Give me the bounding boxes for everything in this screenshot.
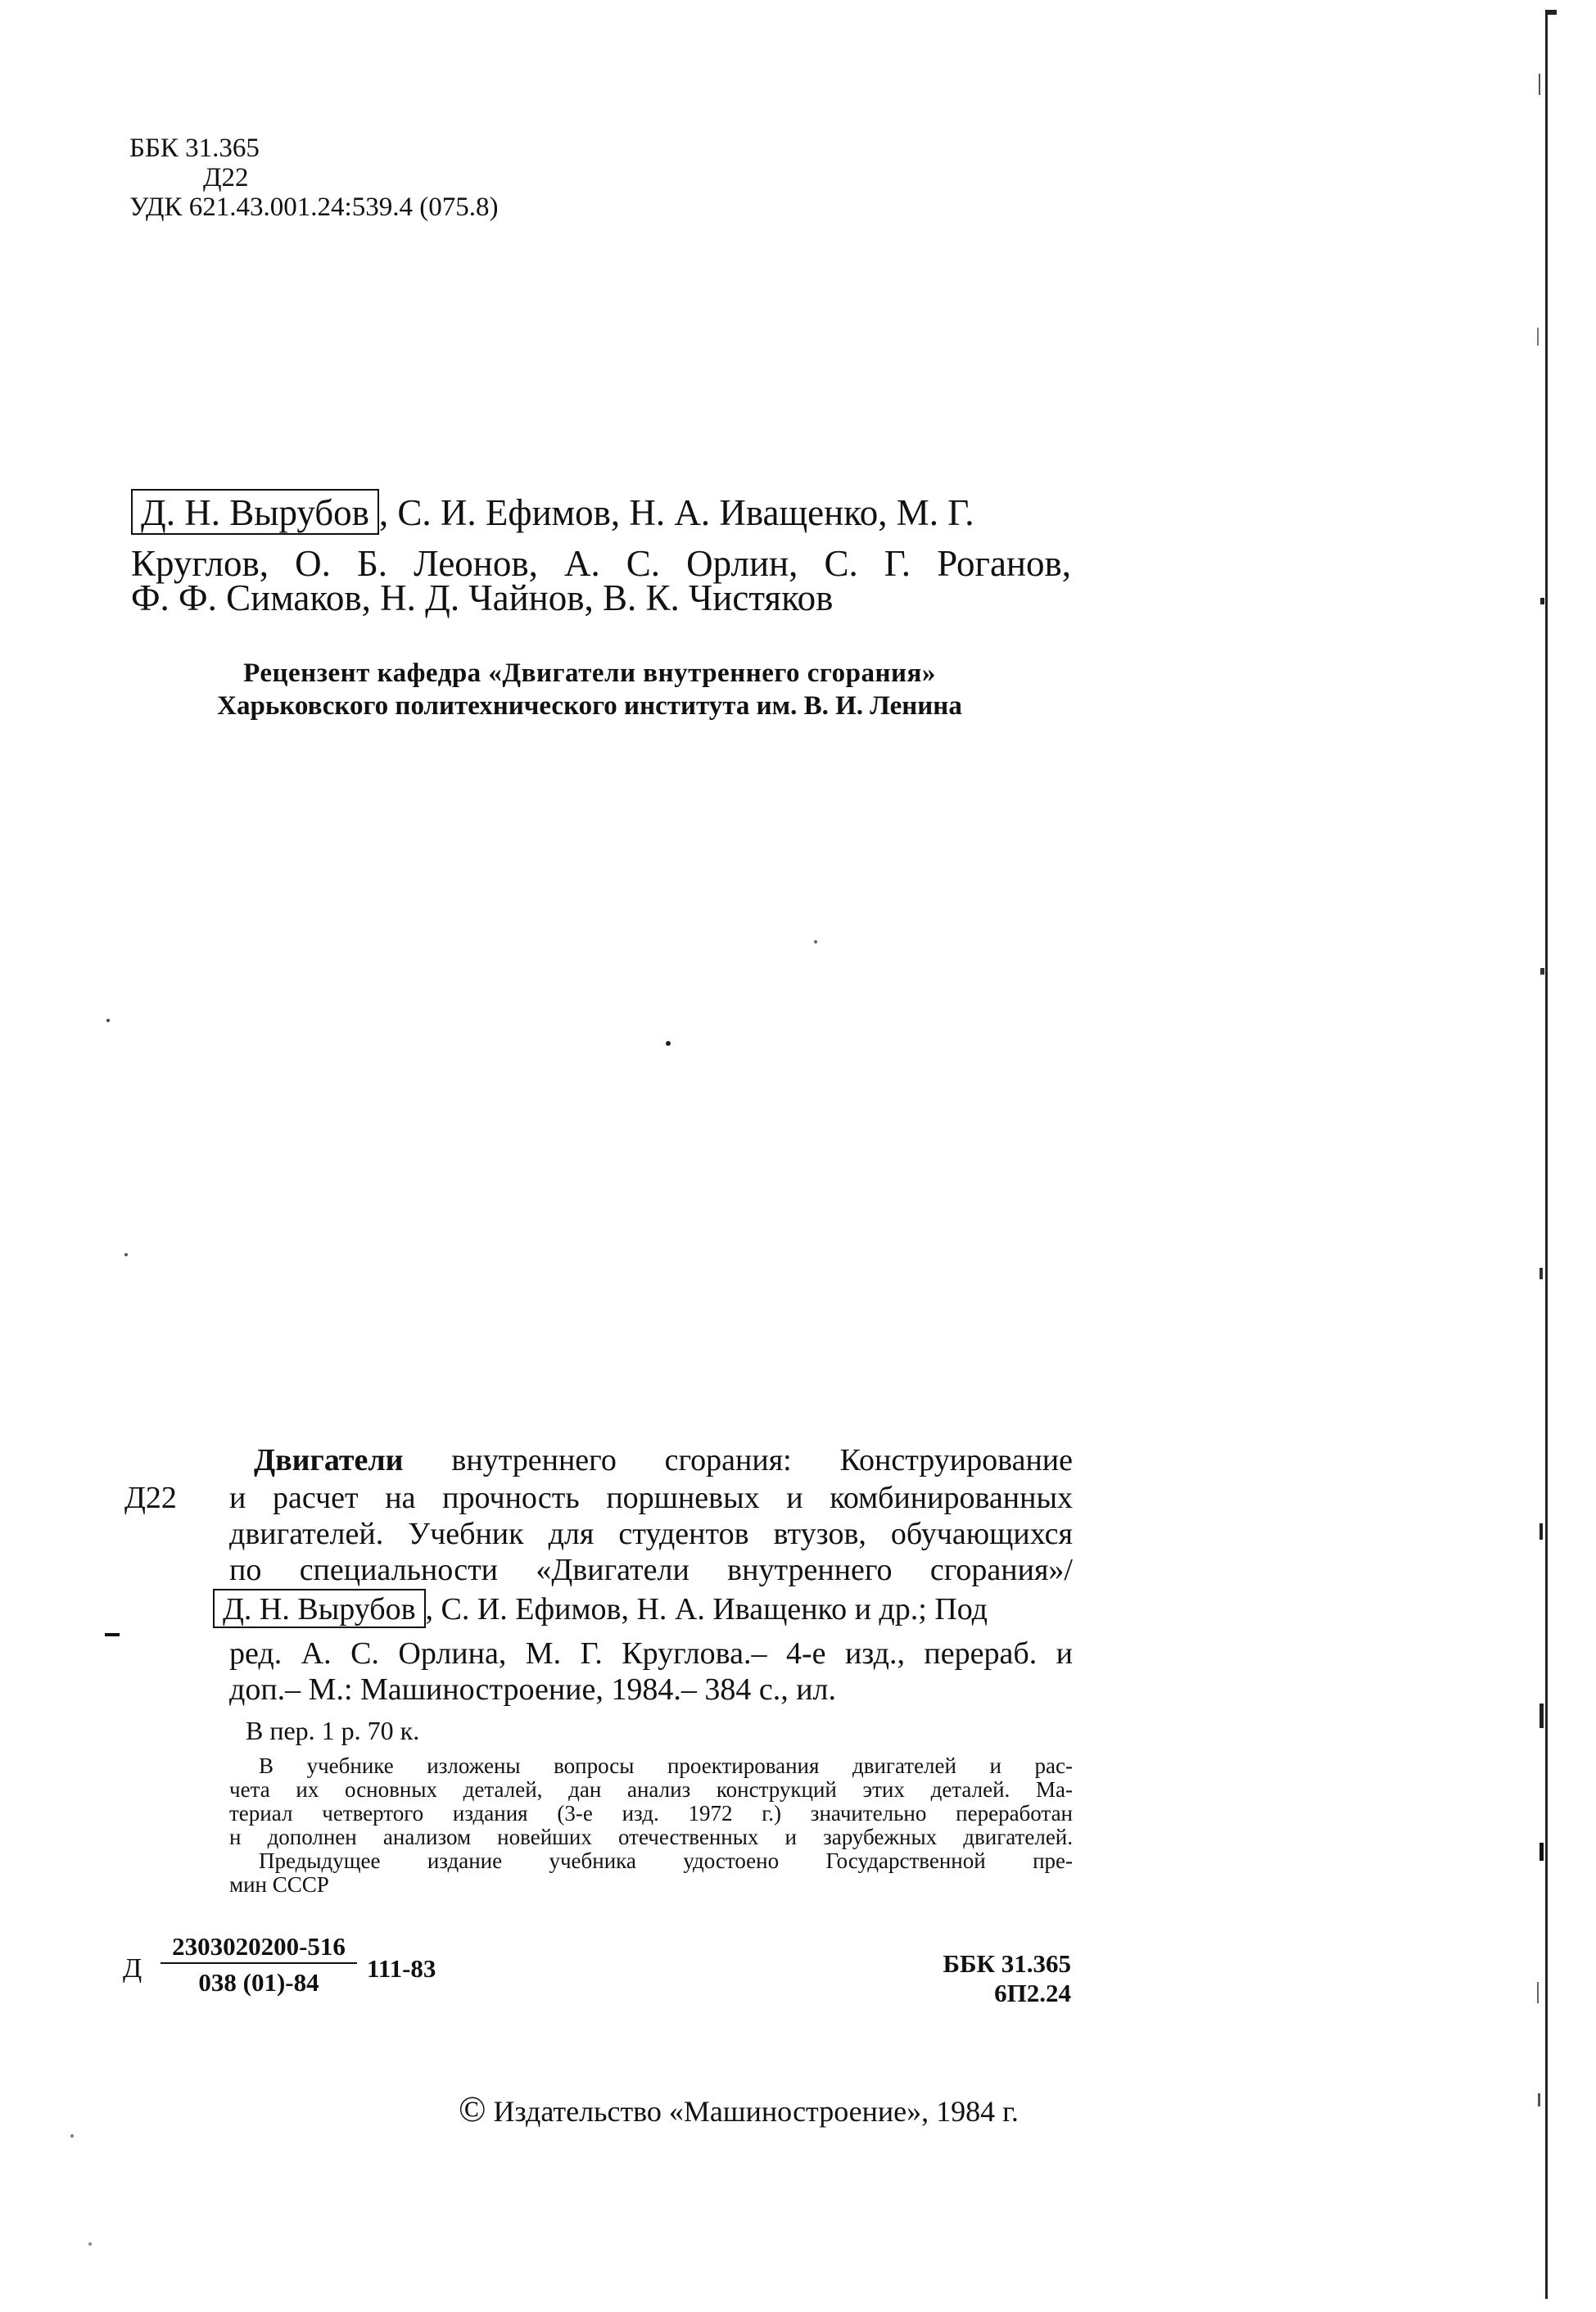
scan-page-edge — [1530, 0, 1596, 2312]
copyright-icon: © — [459, 2089, 486, 2129]
index-denominator: 038 (01)-84 — [198, 1968, 319, 1997]
summary — [229, 1754, 1073, 1897]
annotation-line-5-rest: , С. И. Ефимов, Н. А. Иващенко и др.; Под — [425, 1592, 988, 1627]
index-suffix: 111-83 — [367, 1954, 436, 1983]
annotation-line-3: двигателей. Учебник для студентов втузов, обучающихся — [229, 1517, 1073, 1551]
authors-line-2: Круглов, О. Б. Леонов, А. С. Орлин, С. Г. Роганов, — [131, 543, 1071, 584]
author-mark: Д22 — [203, 163, 249, 192]
index-bbk-code: 6П2.24 — [994, 1979, 1071, 2007]
copyright — [459, 2089, 1019, 2129]
price: В пер. 1 р. 70 к. — [246, 1716, 420, 1745]
summary-line-1: В учебнике изложены вопросы проектирования двигателей и рас- — [259, 1753, 1073, 1778]
reviewer-line-1: Рецензент кафедра «Двигатели внутреннего сгорания» — [243, 658, 936, 688]
annotation-boxed-author: Д. Н. Вырубов — [213, 1589, 426, 1628]
authors-line-1 — [131, 490, 974, 536]
annotation-title: Двигатели — [254, 1443, 404, 1477]
index-bbk: ББК 31.365 — [943, 1949, 1071, 1978]
udk-code: УДК 621.43.001.24:539.4 (075.8) — [129, 192, 499, 222]
bbk-code: ББК 31.365 — [129, 133, 260, 163]
boxed-author: Д. Н. Вырубов — [131, 489, 379, 535]
award-line-1: Предыдущее издание учебника удостоено Государственной пре- — [259, 1848, 1073, 1873]
index-numerator: 2303020200-516 — [161, 1931, 357, 1964]
annotation-line-4: по специальности «Двигатели внутреннего сгорания»/ — [229, 1553, 1073, 1587]
annotation-line-6: ред. А. С. Орлина, М. Г. Круглова.– 4-е изд., перераб. и — [229, 1636, 1073, 1671]
summary-line-3: териал четвертого издания (3-е изд. 1972 г.) значительно переработан — [229, 1801, 1073, 1826]
annotation-line-2: и расчет на прочность поршневых и комбинированных — [229, 1481, 1073, 1515]
summary-line-2: чета их основных деталей, дан анализ конструкций этих деталей. Ма- — [229, 1777, 1073, 1802]
annotation-line-1-rest: внутреннего сгорания: Конструирование — [451, 1443, 1073, 1477]
annotation-code: Д22 — [124, 1481, 177, 1515]
index-letter: Д — [123, 1953, 142, 1984]
reviewer-line-2: Харьковского политехнического института им. В. И. Ленина — [217, 691, 962, 721]
annotation-line-1 — [254, 1441, 1073, 1480]
copyright-text: Издательство «Машиностроение», 1984 г. — [493, 2095, 1019, 2128]
award-line-2: мин СССР — [229, 1872, 329, 1897]
authors-line-1-rest: , С. И. Ефимов, Н. А. Иващенко, М. Г. — [378, 492, 974, 533]
annotation-line-7: доп.– М.: Машиностроение, 1984.– 384 с., ил. — [229, 1672, 837, 1707]
authors-line-3: Ф. Ф. Симаков, Н. Д. Чайнов, В. К. Чистяков — [131, 577, 834, 618]
annotation-line-5 — [213, 1590, 988, 1629]
summary-line-4: н дополнен анализом новейших отечественных и зарубежных двигателей. — [229, 1825, 1073, 1849]
